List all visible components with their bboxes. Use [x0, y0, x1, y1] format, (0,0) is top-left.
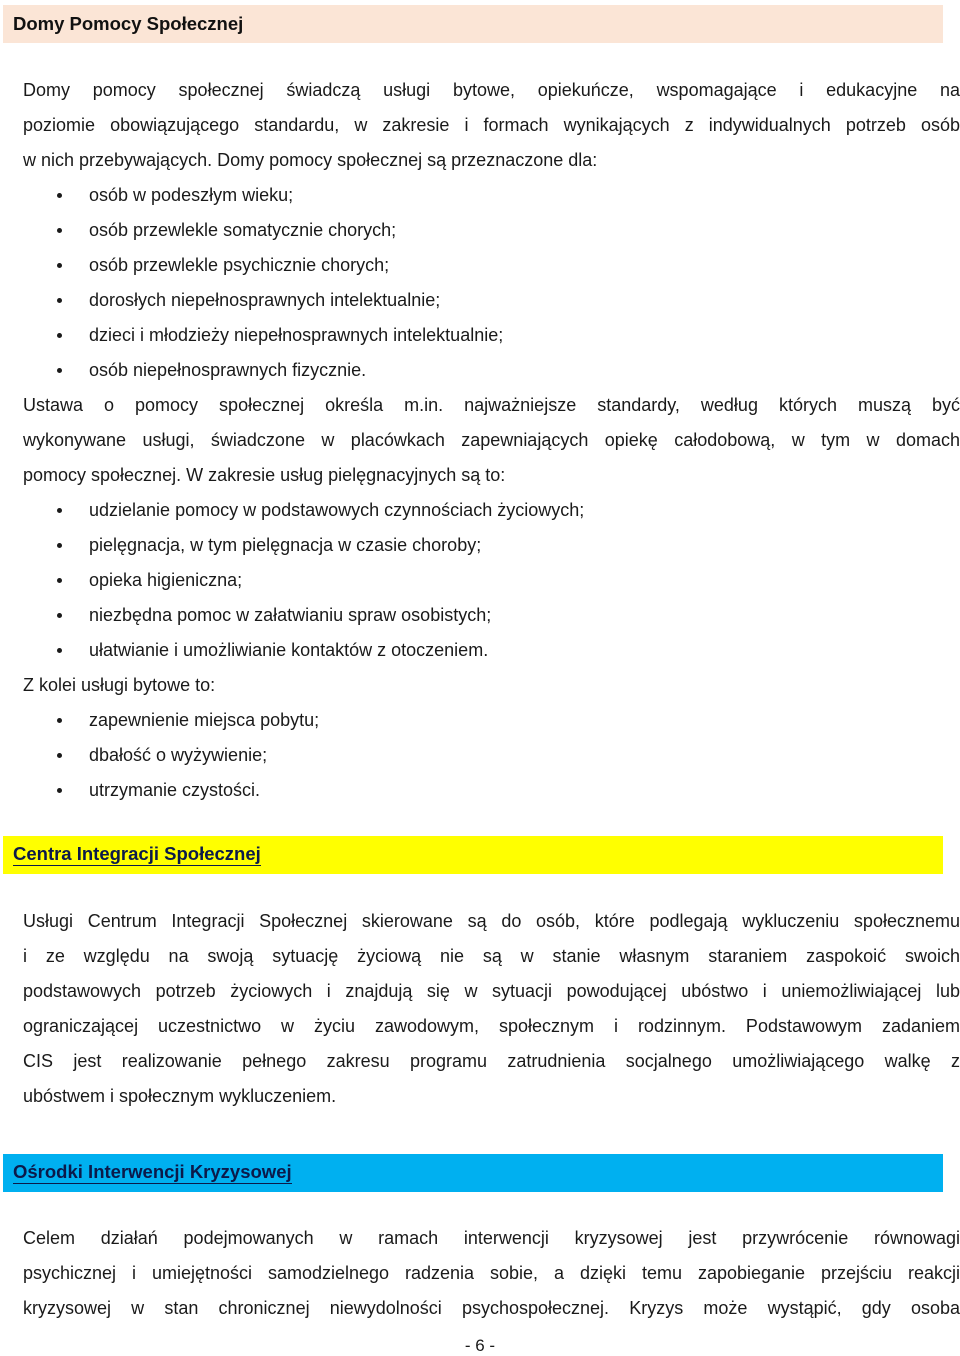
list-item: opieka higieniczna;	[23, 563, 960, 598]
paragraph-line: w nich przebywających. Domy pomocy społecznej są przeznaczone dla:	[23, 150, 598, 170]
paragraph-line: wykonywane usługi, świadczone w placówkach zapewniających opiekę całodobową, w tym w domach	[23, 430, 960, 450]
list-item: udzielanie pomocy w podstawowych czynnościach życiowych;	[23, 493, 960, 528]
paragraph-line: Z kolei usługi bytowe to:	[23, 675, 216, 695]
list-item: utrzymanie czystości.	[23, 773, 960, 808]
list-item: dzieci i młodzieży niepełnosprawnych intelektualnie;	[23, 318, 960, 353]
paragraph-line: CIS jest realizowanie pełnego zakresu programu zatrudnienia socjalnego umożliwiającego walkę z	[23, 1051, 960, 1071]
paragraph-line: Celem działań podejmowanych w ramach interwencji kryzysowej jest przywrócenie równowagi	[23, 1228, 960, 1248]
section-heading-centra-integracji: Centra Integracji Społecznej	[3, 836, 943, 874]
list-item: osób w podeszłym wieku;	[23, 178, 960, 213]
bullet-list-residents	[23, 178, 960, 388]
page-number: - 6 -	[464, 1336, 496, 1355]
paragraph-line: pomocy społecznej. W zakresie usług pielęgnacyjnych są to:	[23, 465, 506, 485]
paragraph-line: Usługi Centrum Integracji Społecznej skierowane są do osób, które podlegają wykluczeniu społecznemu	[23, 911, 960, 931]
section-centra-integracji-body	[23, 904, 960, 1114]
bullet-list-living-services	[23, 703, 960, 808]
list-item: osób przewlekle somatycznie chorych;	[23, 213, 960, 248]
section-heading-osrodki-interwencji: Ośrodki Interwencji Kryzysowej	[3, 1154, 943, 1192]
section-osrodki-interwencji-body	[23, 1221, 960, 1326]
list-item: dorosłych niepełnosprawnych intelektualnie;	[23, 283, 960, 318]
paragraph-line: podstawowych potrzeb życiowych i znajdują się w sytuacji powodującej ubóstwo i uniemożliwiającej lub	[23, 981, 960, 1001]
paragraph-line: Ustawa o pomocy społecznej określa m.in. najważniejsze standardy, według których muszą być	[23, 395, 960, 415]
paragraph-line: poziomie obowiązującego standardu, w zakresie i formach wynikających z indywidualnych potrzeb osób	[23, 115, 960, 135]
list-item: niezbędna pomoc w załatwianiu spraw osobistych;	[23, 598, 960, 633]
list-item: zapewnienie miejsca pobytu;	[23, 703, 960, 738]
paragraph-line: ubóstwem i społecznym wykluczeniem.	[23, 1086, 337, 1106]
section-domy-pomocy-body	[23, 73, 960, 808]
paragraph-line: i ze względu na swoją sytuację życiową nie są w stanie własnym staraniem zaspokoić swoich	[23, 946, 960, 966]
section-heading-domy-pomocy: Domy Pomocy Społecznej	[3, 5, 943, 43]
list-item: osób niepełnosprawnych fizycznie.	[23, 353, 960, 388]
list-item: dbałość o wyżywienie;	[23, 738, 960, 773]
list-item: ułatwianie i umożliwianie kontaktów z otoczeniem.	[23, 633, 960, 668]
paragraph-line: Domy pomocy społecznej świadczą usługi bytowe, opiekuńcze, wspomagające i edukacyjne na	[23, 80, 960, 100]
paragraph-line: ograniczającej uczestnictwo w życiu zawodowym, społecznym i rodzinnym. Podstawowym zadaniem	[23, 1016, 960, 1036]
paragraph-line: kryzysowej w stan chronicznej niewydolności psychospołecznej. Kryzys może wystąpić, gdy osoba	[23, 1298, 960, 1318]
list-item: osób przewlekle psychicznie chorych;	[23, 248, 960, 283]
list-item: pielęgnacja, w tym pielęgnacja w czasie choroby;	[23, 528, 960, 563]
bullet-list-care-services	[23, 493, 960, 668]
paragraph-line: psychicznej i umiejętności samodzielnego radzenia sobie, a dzięki temu zapobieganie przejściu reakcji	[23, 1263, 960, 1283]
